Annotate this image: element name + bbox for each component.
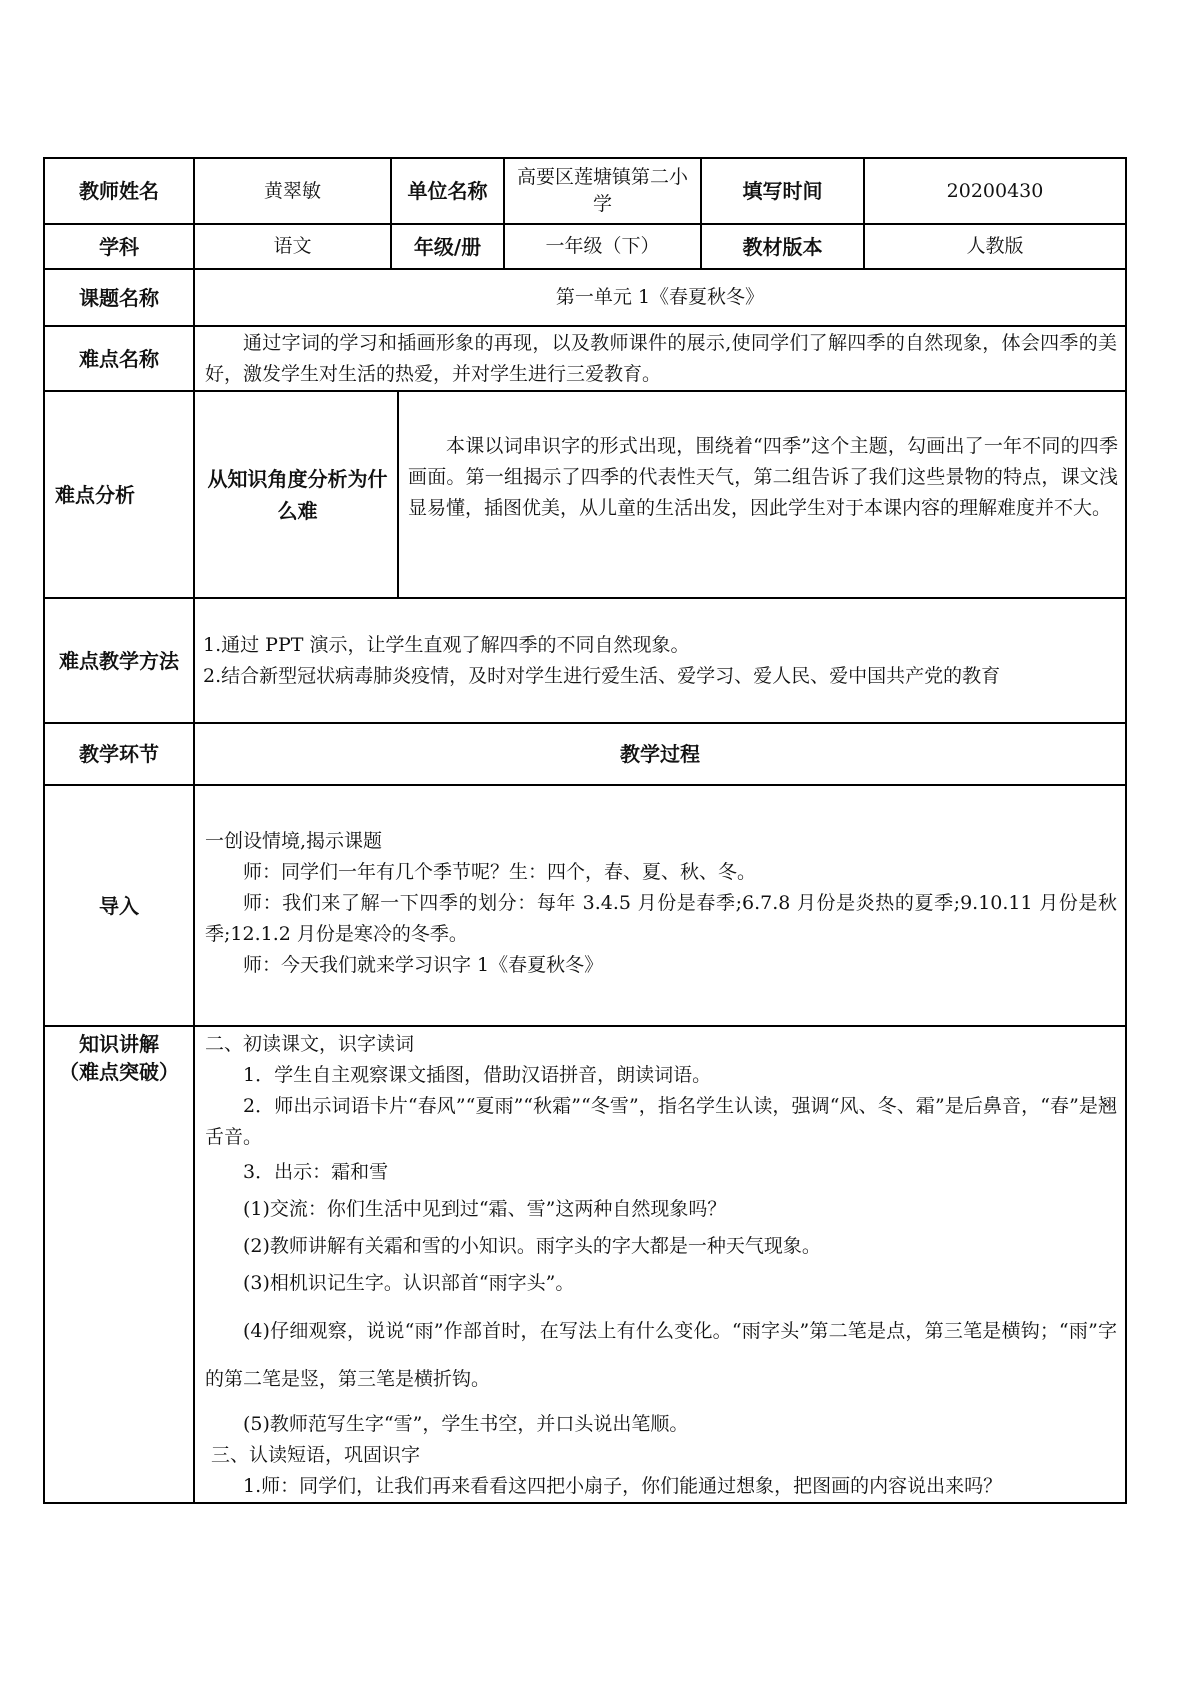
knowledge-sub-1: (1)交流：你们生活中见到过“霜、雪”这两种自然现象吗？: [243, 1198, 727, 1220]
method-line-2: 2.结合新型冠状病毒肺炎疫情，及时对学生进行爱生活、爱学习、爱人民、爱中国共产党的教育: [203, 665, 1001, 687]
method-line-1: 1.通过 PPT 演示，让学生直观了解四季的不同自然现象。: [203, 634, 690, 656]
method-text: [203, 630, 1118, 692]
analysis-label: 难点分析: [55, 482, 135, 507]
knowledge-heading-1: 二、初读课文，识字读词: [205, 1033, 415, 1055]
intro-paragraph-2: 师：我们来了解一下四季的划分：每年 3.4.5 月份是春季;6.7.8 月份是炎热的夏季;9.10.11 月份是秋季;12.1.2 月份是寒冷的冬季。: [205, 892, 1117, 945]
difficulty-text: 通过字词的学习和插画形象的再现，以及教师课件的展示,使同学们了解四季的自然现象，体会四季的美好，激发学生对生活的热爱，并对学生进行三爱教育。: [205, 332, 1117, 385]
teacher-name-value: 黄翠敏: [263, 179, 321, 202]
fill-time-label: 填写时间: [742, 179, 823, 203]
grade-value: 一年级（下）: [545, 235, 660, 257]
analysis-text: 本课以词串识字的形式出现，围绕着“四季”这个主题，勾画出了一年不同的四季画面。第一组揭示了四季的代表性天气，第二组告诉了我们这些景物的特点，课文浅显易懂，插图优美，从儿童的生活出发，因此学生对于本课内容的理解难度并不大。: [408, 435, 1118, 519]
knowledge-label-line-2: （难点突破）: [59, 1060, 179, 1084]
grade-label: 年级/册: [413, 234, 482, 259]
knowledge-content: [205, 1029, 1117, 1502]
subject-label: 学科: [99, 234, 139, 259]
knowledge-sub-2: (2)教师讲解有关霜和雪的小知识。雨字头的字大都是一种天气现象。: [243, 1235, 821, 1257]
difficulty-label: 难点名称: [79, 346, 159, 371]
intro-paragraph-3: 师：今天我们就来学习识字 1《春夏秋冬》: [243, 954, 604, 976]
topic-label: 课题名称: [79, 285, 159, 310]
teaching-process-header: 教学过程: [620, 742, 700, 766]
teacher-name-label: 教师姓名: [79, 179, 159, 203]
knowledge-label-line-1: 知识讲解: [79, 1032, 159, 1056]
analysis-sub-label: 从知识角度分析为什么难: [207, 466, 388, 523]
knowledge-label: [45, 1030, 193, 1086]
knowledge-paragraph-4: 1.师：同学们，让我们再来看看这四把小扇子，你们能通过想象，把图画的内容说出来吗？: [243, 1475, 1003, 1497]
intro-content: [205, 826, 1117, 981]
edition-label: 教材版本: [742, 234, 823, 259]
knowledge-sub-4: (4)仔细观察，说说“雨”作部首时，在写法上有什么变化。“雨字头”第二笔是点，第三笔是横钩；“雨”字的第二笔是竖，第三笔是横折钩。: [205, 1320, 1117, 1390]
knowledge-paragraph-2: 2．师出示词语卡片“春风”“夏雨”“秋霜”“冬雪”，指名学生认读，强调“风、冬、霜”是后鼻音，“春”是翘舌音。: [205, 1095, 1117, 1148]
teaching-step-header: 教学环节: [79, 742, 159, 766]
unit-name-value: 高要区莲塘镇第二小学: [516, 166, 688, 215]
topic-value: 第一单元 1《春夏秋冬》: [555, 286, 765, 308]
subject-value: 语文: [273, 235, 312, 257]
unit-name-label: 单位名称: [407, 179, 488, 203]
intro-heading: 一创设情境,揭示课题: [205, 830, 383, 852]
method-label: 难点教学方法: [59, 648, 179, 673]
edition-value: 人教版: [966, 235, 1024, 257]
knowledge-sub-5: (5)教师范写生字“雪”，学生书空，并口头说出笔顺。: [243, 1413, 689, 1435]
knowledge-paragraph-1: 1．学生自主观察课文插图，借助汉语拼音，朗读词语。: [243, 1064, 712, 1086]
fill-time-value: 20200430: [946, 179, 1044, 202]
intro-label: 导入: [99, 893, 139, 918]
intro-paragraph-1: 师：同学们一年有几个季节呢？生：四个，春、夏、秋、冬。: [243, 861, 757, 883]
knowledge-paragraph-3: 3．出示：霜和雪: [243, 1161, 389, 1183]
knowledge-sub-3: (3)相机识记生字。认识部首“雨字头”。: [243, 1272, 575, 1294]
knowledge-heading-2: 三、认读短语，巩固识字: [211, 1444, 421, 1466]
